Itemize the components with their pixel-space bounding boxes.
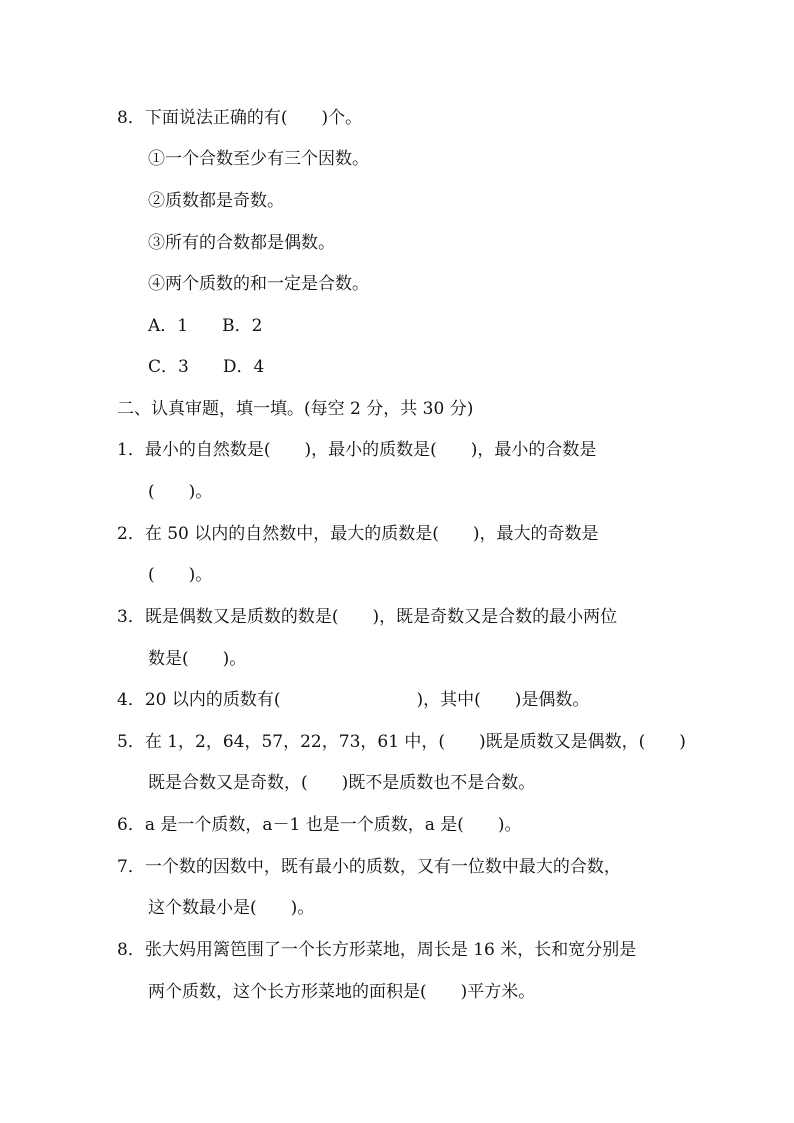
- question-8-line-1: 8．张大妈用篱笆围了一个长方形菜地，周长是 16 米，长和宽分别是: [117, 940, 637, 960]
- question-7-line-2: 这个数最小是( )。: [148, 898, 315, 918]
- question-4-line-1: 4．20 以内的质数有( )，其中( )是偶数。: [117, 690, 590, 710]
- question-5-line-2: 既是合数又是奇数，( )既不是质数也不是合数。: [148, 773, 536, 793]
- question-6-line-1: 6．a 是一个质数，a－1 也是一个质数，a 是( )。: [117, 815, 522, 835]
- question-8-line-2: 两个质数，这个长方形菜地的面积是( )平方米。: [148, 982, 536, 1002]
- q8-statement-2: ②质数都是奇数。: [148, 191, 284, 211]
- q8-statement-1: ①一个合数至少有三个因数。: [148, 149, 369, 169]
- question-3-line-1: 3．既是偶数又是质数的数是( )，既是奇数又是合数的最小两位: [117, 607, 618, 627]
- q8-options-row-2: C．3 D．4: [148, 357, 265, 377]
- question-1-line-2: ( )。: [148, 482, 213, 502]
- q8-statement-3: ③所有的合数都是偶数。: [148, 233, 335, 253]
- question-1-line-1: 1．最小的自然数是( )，最小的质数是( )，最小的合数是: [117, 440, 597, 460]
- question-5-line-1: 5．在 1，2，64，57，22，73，61 中，( )既是质数又是偶数，( ): [117, 732, 686, 752]
- q8-top-stem: 8．下面说法正确的有( )个。: [117, 108, 363, 128]
- question-3-line-2: 数是( )。: [148, 649, 247, 669]
- q8-options-row-1: A．1 B．2: [148, 316, 263, 336]
- question-2-line-2: ( )。: [148, 565, 213, 585]
- section-2-title: 二、认真审题，填一填。(每空 2 分，共 30 分): [117, 399, 474, 419]
- question-2-line-1: 2．在 50 以内的自然数中，最大的质数是( )，最大的奇数是: [117, 524, 599, 544]
- question-7-line-1: 7．一个数的因数中，既有最小的质数，又有一位数中最大的合数，: [117, 857, 621, 877]
- q8-statement-4: ④两个质数的和一定是合数。: [148, 274, 369, 294]
